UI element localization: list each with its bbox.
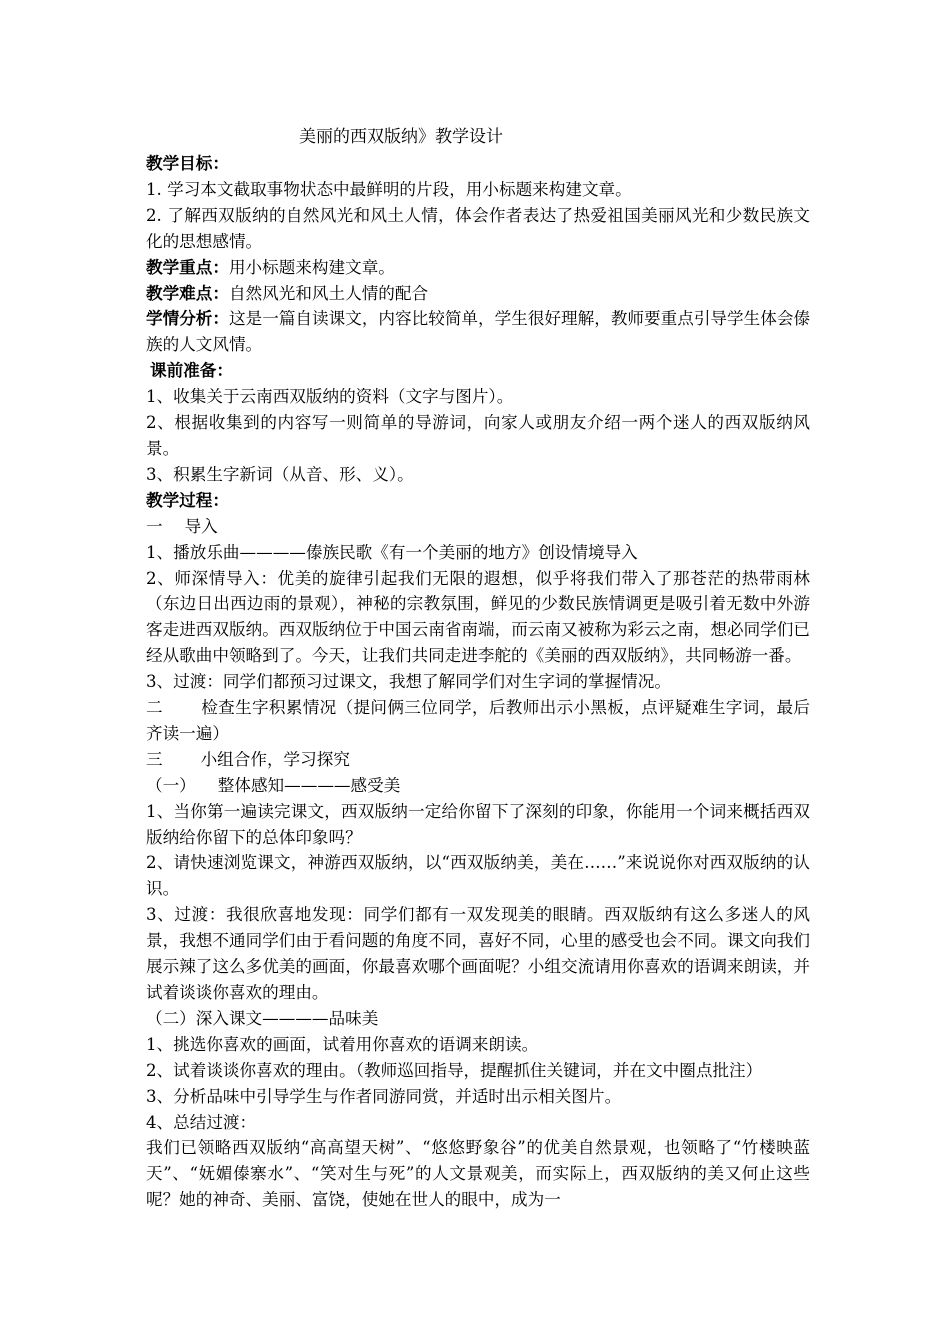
section-title: 导入 (184, 516, 218, 536)
paragraph: 我们已领略西双版纳“高高望天树”、“悠悠野象谷”的优美自然景观，也领略了“竹楼映蓝天”、“妩媚傣寨水”、“笑对生与死”的人文景观美，而实际上，西双版纳的美又何止这些呢？她的神奇、美丽、富饶，使她在世人的眼中，成为一 (146, 1138, 810, 1210)
process-heading: 教学过程： (146, 489, 229, 510)
section-2-heading (146, 695, 810, 747)
paragraph: 1、播放乐曲————傣族民歌《有一个美丽的地方》创设情境导入 (146, 542, 638, 562)
subsection-title: 整体感知————感受美 (217, 775, 401, 795)
goal-item: 2. 了解西双版纳的自然风光和风土人情，体会作者表达了热爱祖国美丽风光和少数民族文化的思想感情。 (146, 205, 810, 251)
difficulty-text: 自然风光和风土人情的配合 (228, 283, 429, 303)
paragraph: 2、请快速浏览课文，神游西双版纳，以“西双版纳美，美在……”来说说你对西双版纳的认识。 (146, 853, 810, 899)
paragraph: 3、过渡：同学们都预习过课文，我想了解同学们对生字词的掌握情况。 (146, 672, 671, 692)
analysis-line (146, 306, 810, 358)
prep-item: 2、根据收集到的内容写一则简单的导游词，向家人或朋友介绍一两个迷人的西双版纳风景。 (146, 413, 810, 458)
goal-item: 1. 学习本文截取事物状态中最鲜明的片段，用小标题来构建文章。 (146, 179, 632, 199)
section-number: 三 (146, 749, 163, 769)
paragraph: 4、总结过渡： (146, 1112, 257, 1132)
section-1-heading (146, 514, 810, 540)
analysis-label: 学情分析： (146, 308, 230, 329)
paragraph: 1、当你第一遍读完课文，西双版纳一定给你留下了深刻的印象，你能用一个词来概括西双版纳给你留下的总体印象吗？ (146, 801, 810, 847)
paragraph: 3、过渡：我很欣喜地发现：同学们都有一双发现美的眼睛。西双版纳有这么多迷人的风景，我想不通同学们由于看问题的角度不同，喜好不同，心里的感受也会不同。课文向我们展示辣了这么多优美的画面，你最喜欢哪个画面呢？小组交流请用你喜欢的语调来朗读，并试着谈谈你喜欢的理由。 (146, 905, 810, 1002)
difficulty-line (146, 281, 810, 307)
goals-heading: 教学目标： (146, 153, 229, 173)
prep-item: 3、积累生字新词（从音、形、义）。 (146, 464, 414, 484)
subsection-1-heading (146, 773, 810, 799)
focus-line (146, 255, 810, 281)
analysis-text: 这是一篇自读课文，内容比较简单，学生很好理解，教师要重点引导学生体会傣族的人文风情。 (146, 309, 811, 355)
section-3-heading (146, 747, 810, 773)
section-title: 小组合作，学习探究 (200, 749, 350, 769)
prep-heading: 课前准备： (150, 360, 233, 381)
difficulty-label: 教学难点： (146, 282, 229, 303)
focus-label: 教学重点： (146, 256, 229, 277)
document-title: 美丽的西双版纳》教学设计 (299, 127, 503, 147)
paragraph: 3、分析品味中引导学生与作者同游同赏，并适时出示相关图片。 (146, 1086, 622, 1106)
section-number: 二 (146, 698, 163, 718)
prep-item: 1、收集关于云南西双版纳的资料（文字与图片）。 (146, 387, 514, 407)
paragraph: 1、挑选你喜欢的画面，试着用你喜欢的语调来朗读。 (146, 1034, 539, 1054)
paragraph: 2、师深情导入：优美的旋律引起我们无限的遐想，似乎将我们带入了那苍茫的热带雨林（东边日出西边雨的景观），神秘的宗教氛围，鲜见的少数民族情调更是吸引着无数中外游客走进西双版纳。西双版纳位于中国云南省南端，而云南又被称为彩云之南，想必同学们已经从歌曲中领略到了。今天，让我们共同走进李舵的《美丽的西双版纳》，共同畅游一番。 (146, 568, 810, 666)
focus-text: 用小标题来构建文章。 (228, 257, 395, 277)
subsection-2-heading: （二）深入课文————品味美 (146, 1008, 379, 1028)
paragraph: 2、试着谈谈你喜欢的理由。（教师巡回指导，提醒抓住关键词，并在文中圈点批注） (146, 1060, 763, 1080)
section-text: 检查生字积累情况（提问俩三位同学，后教师出示小黑板，点评疑难生字词，最后齐读一遍） (146, 698, 811, 743)
section-number: 一 (146, 516, 163, 536)
subsection-number: （一） (146, 775, 196, 795)
